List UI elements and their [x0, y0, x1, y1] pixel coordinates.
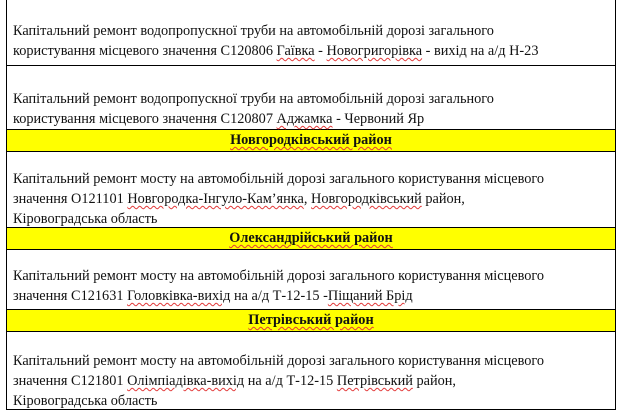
- project-row: [7, 332, 615, 410]
- description-line-1: Капітальний ремонт мосту на автомобільній дорозі загального користування місцевого: [13, 353, 545, 369]
- project-description: [13, 266, 611, 306]
- project-row: [7, 66, 615, 130]
- place-name: Аджамка: [276, 111, 333, 127]
- district-name: Олександрійський район: [229, 230, 393, 246]
- description-line-3: Кіровоградська область: [13, 393, 158, 409]
- description-line-2: значення С121801 Олімпіадівка-вихід на а/д Т-12-15 Петрівський район,: [13, 373, 456, 389]
- district-name: Новгородківський район: [230, 132, 392, 148]
- project-description: [13, 89, 611, 129]
- district-name: Петрівський район: [248, 312, 374, 328]
- project-row: [7, 250, 615, 310]
- project-row: [7, 152, 615, 228]
- description-line-3: Кіровоградська область: [13, 211, 158, 227]
- description-line-1: Капітальний ремонт водопропускної труби на автомобільній дорозі загального: [13, 23, 494, 39]
- place-name: Піщаний Брід: [327, 288, 413, 304]
- district-header: [7, 228, 615, 250]
- district-header: [7, 310, 615, 332]
- description-line-1: Капітальний ремонт мосту на автомобільній дорозі загального користування місцевого: [13, 268, 545, 284]
- place-name: Петрівський: [336, 373, 413, 389]
- place-name: Гаївка: [276, 43, 315, 59]
- place-name: Головківка-вихід: [127, 288, 231, 304]
- description-line-1: Капітальний ремонт мосту на автомобільній дорозі загального користування місцевого: [13, 171, 545, 187]
- place-name: Новогригорівка: [326, 43, 423, 59]
- description-line-2: значення С121631 Головківка-вихід на а/д Т-12-15 -Піщаний Брід: [13, 288, 413, 304]
- project-row: [7, 0, 615, 66]
- description-line-2: значення О121101 Новгородка-Інгуло-Кам’янка, Новгородківський район,: [13, 191, 465, 207]
- project-description: [13, 169, 611, 229]
- project-description: [13, 351, 611, 411]
- place-name: Новгородка-Інгуло-Кам’янка: [127, 191, 304, 207]
- district-header: [7, 130, 615, 152]
- place-name: Олімпіадівка-вихід: [127, 373, 245, 389]
- description-line-2: користування місцевого значення С120807 Аджамка - Червоний Яр: [13, 111, 425, 127]
- description-line-2: користування місцевого значення С120806 Гаївка - Новогригорівка - вихід на а/д Н-23: [13, 43, 539, 59]
- place-name: Новгородківський: [311, 191, 422, 207]
- project-description: [13, 21, 611, 61]
- description-line-1: Капітальний ремонт водопропускної труби на автомобільній дорозі загального: [13, 91, 494, 107]
- document-table: [6, 0, 616, 410]
